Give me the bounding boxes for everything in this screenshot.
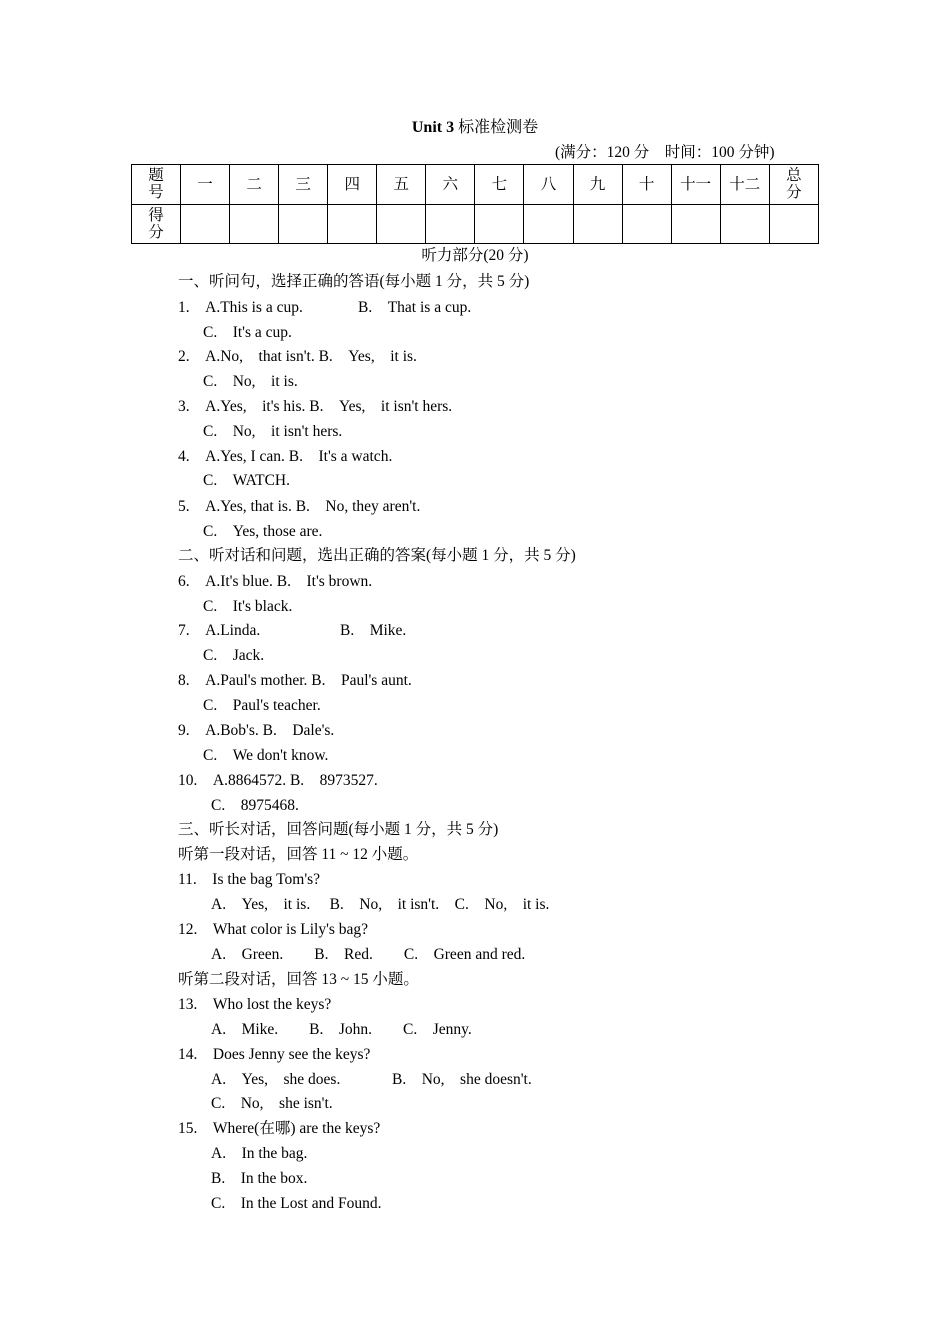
q10-options-ab: 10. A.8864572. B. 8973527. — [178, 772, 378, 789]
col-8: 八 — [524, 165, 573, 205]
score-cell — [328, 204, 377, 244]
q4-option-c: C. WATCH. — [203, 472, 290, 489]
col-7: 七 — [475, 165, 524, 205]
q12-question: 12. What color is Lily's bag? — [178, 921, 369, 938]
q1-option-b: B. That is a cup. — [358, 299, 472, 316]
q15-option-c: C. In the Lost and Found. — [211, 1195, 382, 1212]
q3-options-ab: 3. A.Yes, it's his. B. Yes, it isn't hers. — [178, 398, 453, 415]
col-10: 十 — [622, 165, 671, 205]
q7-option-b: B. Mike. — [340, 622, 407, 639]
q7-option-a: 7. A.Linda. — [178, 622, 261, 639]
q3-option-c: C. No, it isn't hers. — [203, 423, 343, 440]
listening-section-title: 听力部分(20 分) — [421, 247, 529, 264]
col-5: 五 — [377, 165, 426, 205]
title-unit: Unit 3 — [411, 119, 455, 136]
col-11: 十一 — [671, 165, 720, 205]
title-rest: 标准检测卷 — [454, 119, 539, 136]
q6-options-ab: 6. A.It's blue. B. It's brown. — [178, 573, 373, 590]
col-2: 二 — [230, 165, 279, 205]
score-cell — [426, 204, 475, 244]
q14-option-a: A. Yes, she does. — [211, 1071, 341, 1088]
q8-option-c: C. Paul's teacher. — [203, 697, 321, 714]
q9-options-ab: 9. A.Bob's. B. Dale's. — [178, 722, 335, 739]
score-cell — [475, 204, 524, 244]
exam-meta: (满分：120 分 时间：100 分钟) — [555, 144, 775, 161]
q2-option-c: C. No, it is. — [203, 373, 298, 390]
q1-options-ab: 1. A.This is a cup. — [178, 299, 303, 316]
q6-option-c: C. It's black. — [203, 598, 293, 615]
page-title — [0, 118, 950, 138]
score-cell — [377, 204, 426, 244]
section-1-heading: 一、听问句，选择正确的答语(每小题 1 分，共 5 分) — [178, 273, 530, 290]
row-label-question-number: 题 号 — [132, 165, 181, 205]
col-9: 九 — [573, 165, 622, 205]
dialogue-2-instruction: 听第二段对话，回答 13 ~ 15 小题。 — [178, 971, 419, 988]
score-cell — [279, 204, 328, 244]
score-cell — [573, 204, 622, 244]
q1-option-c: C. It's a cup. — [203, 324, 292, 341]
score-table-score-row — [132, 204, 819, 244]
score-cell — [769, 204, 818, 244]
q15-option-b: B. In the box. — [211, 1170, 308, 1187]
score-cell — [230, 204, 279, 244]
score-cell — [720, 204, 769, 244]
score-table — [131, 164, 819, 244]
col-6: 六 — [426, 165, 475, 205]
q13-question: 13. Who lost the keys? — [178, 996, 332, 1013]
q15-question: 15. Where(在哪) are the keys? — [178, 1120, 381, 1137]
col-total: 总 分 — [769, 165, 818, 205]
score-cell — [181, 204, 230, 244]
q9-option-c: C. We don't know. — [203, 747, 329, 764]
col-12: 十二 — [720, 165, 769, 205]
score-cell — [671, 204, 720, 244]
col-4: 四 — [328, 165, 377, 205]
q7-option-c: C. Jack. — [203, 647, 265, 664]
section-3-heading: 三、听长对话，回答问题(每小题 1 分，共 5 分) — [178, 821, 499, 838]
score-cell — [524, 204, 573, 244]
q11-options: A. Yes, it is. B. No, it isn't. C. No, it is. — [211, 896, 550, 913]
q10-option-c: C. 8975468. — [211, 797, 299, 814]
q11-question: 11. Is the bag Tom's? — [178, 871, 321, 888]
q13-options: A. Mike. B. John. C. Jenny. — [211, 1021, 472, 1038]
q14-option-c: C. No, she isn't. — [211, 1095, 333, 1112]
q12-options: A. Green. B. Red. C. Green and red. — [211, 946, 526, 963]
score-cell — [622, 204, 671, 244]
q5-option-c: C. Yes, those are. — [203, 523, 323, 540]
q4-options-ab: 4. A.Yes, I can. B. It's a watch. — [178, 448, 393, 465]
col-1: 一 — [181, 165, 230, 205]
q14-option-b: B. No, she doesn't. — [392, 1071, 532, 1088]
dialogue-1-instruction: 听第一段对话，回答 11 ~ 12 小题。 — [178, 846, 419, 863]
row-label-score: 得 分 — [132, 204, 181, 244]
q15-option-a: A. In the bag. — [211, 1145, 308, 1162]
col-3: 三 — [279, 165, 328, 205]
q5-options-ab: 5. A.Yes, that is. B. No, they aren't. — [178, 498, 421, 515]
q8-options-ab: 8. A.Paul's mother. B. Paul's aunt. — [178, 672, 412, 689]
q14-question: 14. Does Jenny see the keys? — [178, 1046, 371, 1063]
score-table-header-row — [132, 165, 819, 205]
q2-options-ab: 2. A.No, that isn't. B. Yes, it is. — [178, 348, 417, 365]
section-2-heading: 二、听对话和问题，选出正确的答案(每小题 1 分，共 5 分) — [178, 547, 576, 564]
